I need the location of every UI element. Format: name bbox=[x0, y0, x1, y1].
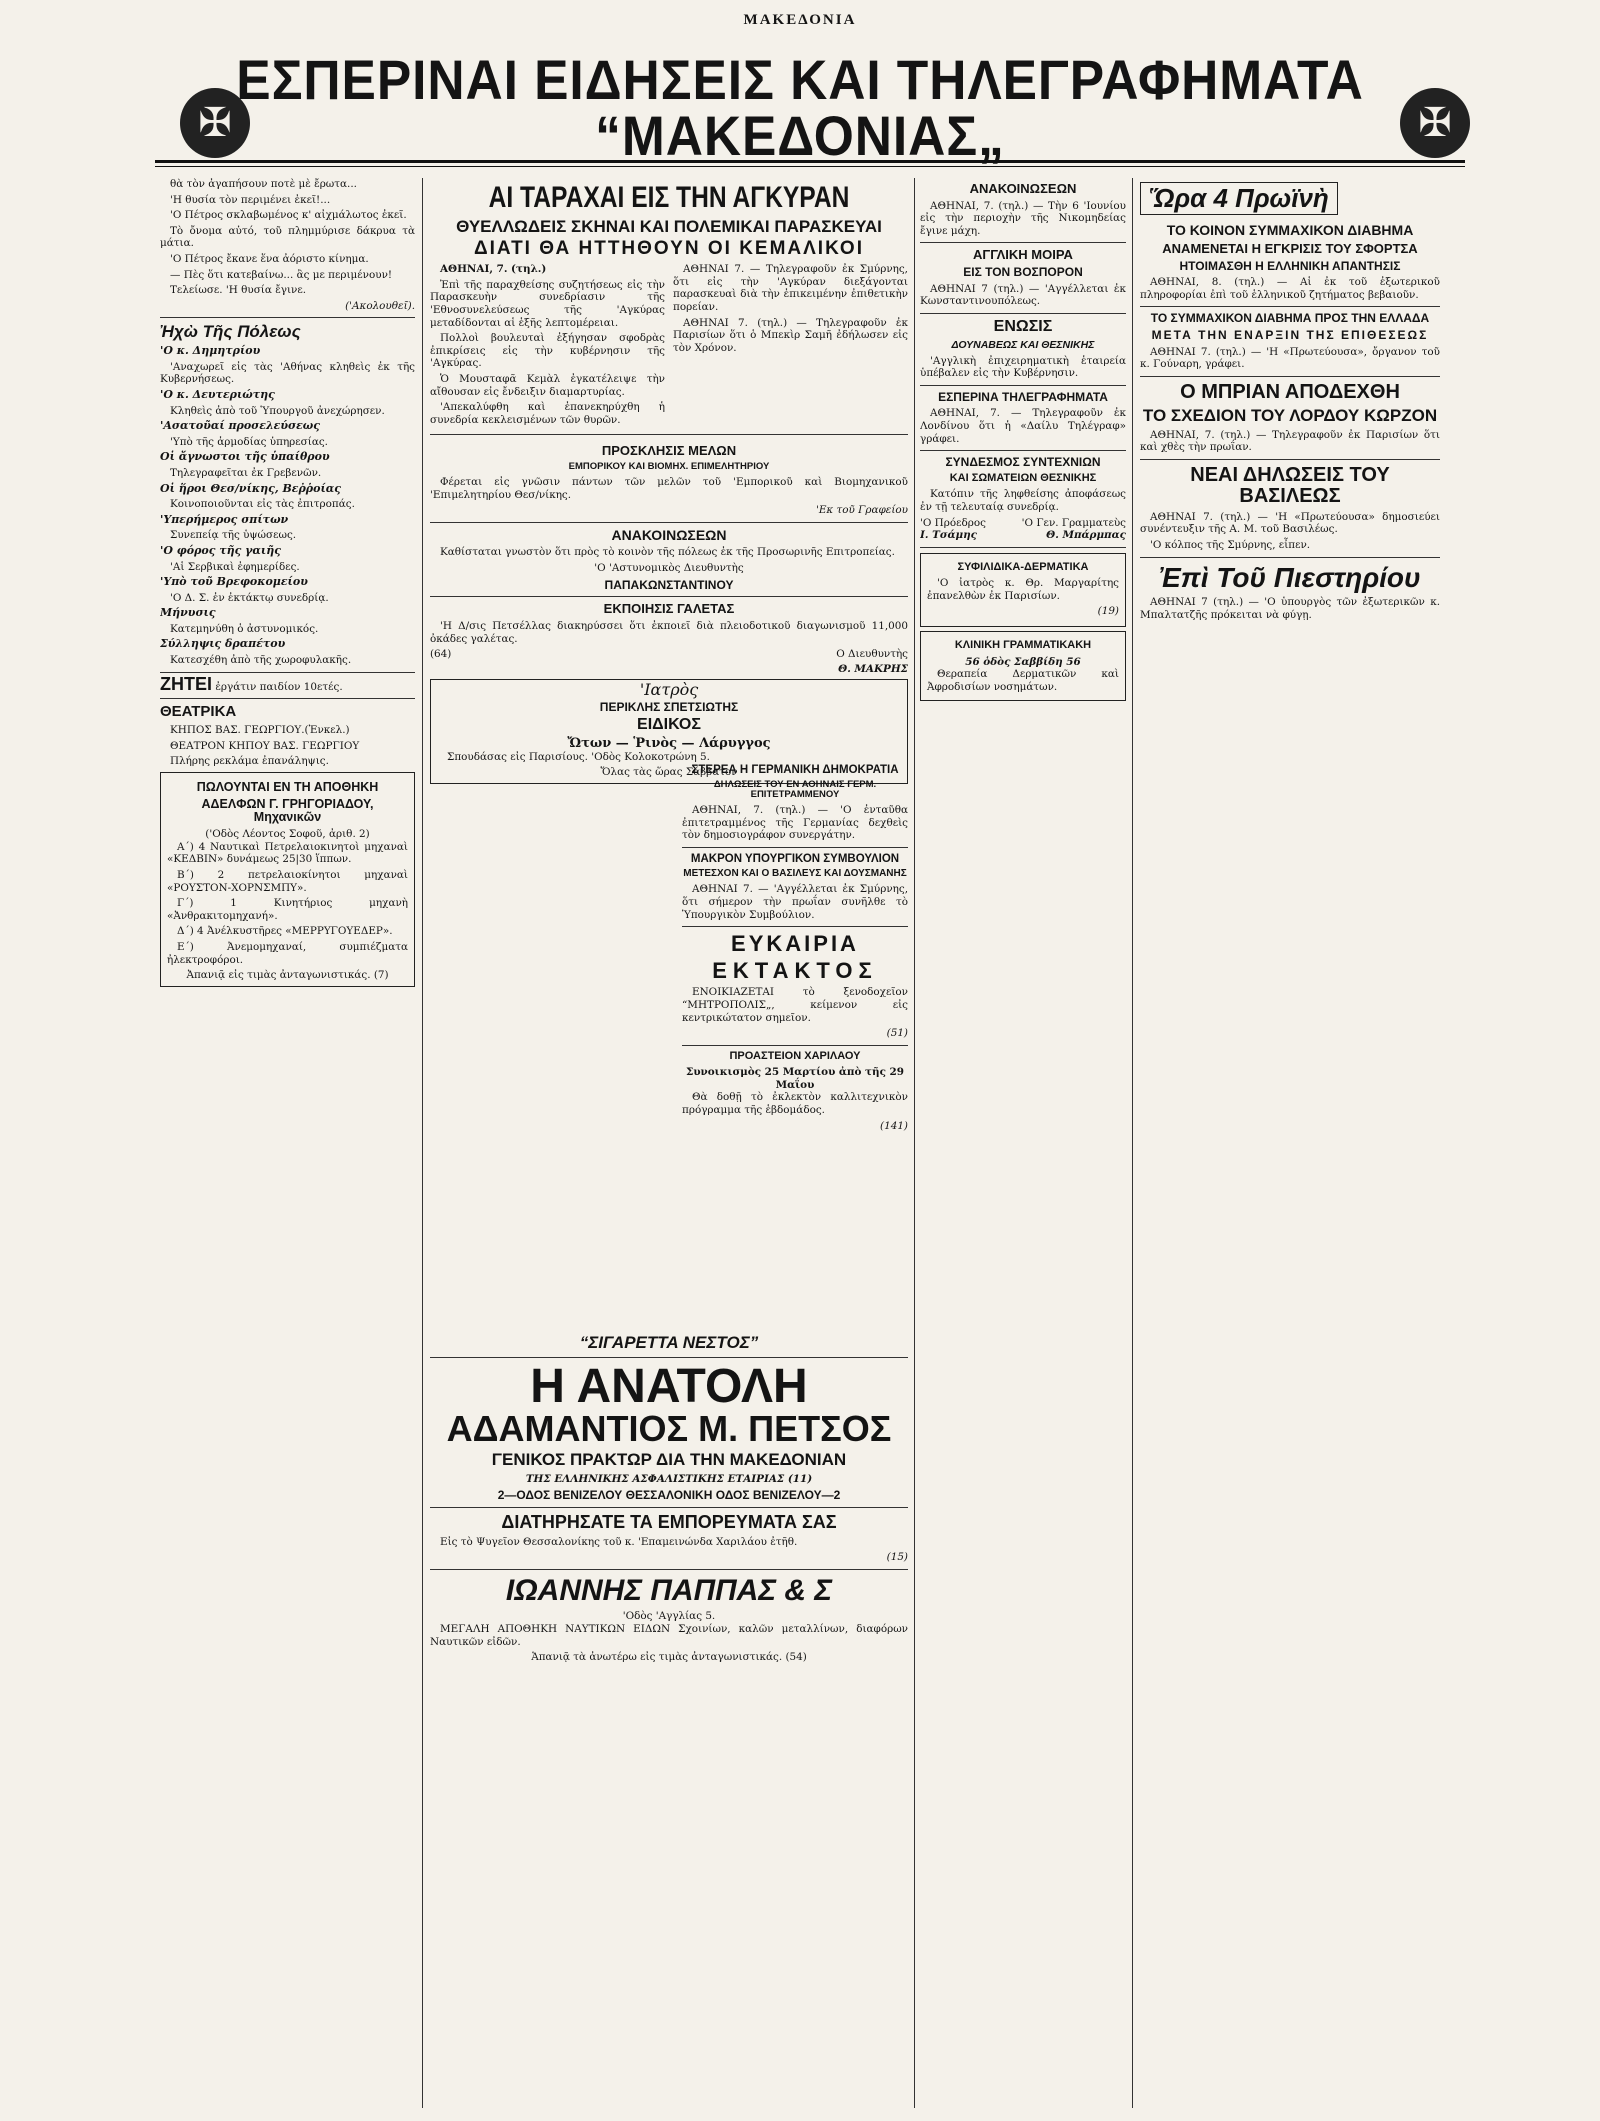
ad-number: (7) bbox=[373, 969, 389, 982]
notice-text: 'Η Δ/σις Πετσέλλας διακηρύσσει ὅτι ἐκποιεῖ διὰ πλειοδοτικοῦ διαγωνισμοῦ 11,000 ὀκάδες γαλέτας. bbox=[430, 619, 908, 645]
sub-headline: ΔΙΑΤΙ ΘΑ ΗΤΤΗΘΟΥΝ ΟΙ ΚΕΜΑΛΙΚΟΙ bbox=[473, 238, 864, 260]
notice-title: ΕΚΠΟΙΗΣΙΣ ΓΑΛΕΤΑΣ bbox=[603, 601, 735, 617]
item-title: 'Ο κ. Δημητρίου bbox=[160, 344, 261, 358]
news-item bbox=[160, 345, 415, 386]
news-item bbox=[160, 514, 415, 542]
article-subtitle: ΔΟΥΝΑΒΕΩΣ ΚΑΙ ΘΕΣΝΙΚΗΣ bbox=[951, 338, 1095, 351]
ad-number: (15) bbox=[886, 1551, 908, 1564]
divider bbox=[1140, 376, 1440, 377]
article-text: ΑΘΗΝΑΙ, 7. (τηλ.) — Τὴν 6 'Ιουνίου εἰς τὴν περιοχὴν τῆς Νικομηδείας ἔγινε μάχη. bbox=[920, 199, 1126, 237]
divider bbox=[682, 847, 908, 848]
article-title: ΤΟ ΣΥΜΜΑΧΙΚΟΝ ΔΙΑΒΗΜΑ ΠΡΟΣ ΤΗΝ ΕΛΛΑΔΑ bbox=[1150, 311, 1430, 326]
emblem-right-icon: ✠ bbox=[1400, 88, 1470, 158]
article-subtitle: ΜΕΤΑ ΤΗΝ ΕΝΑΡΞΙΝ ΤΗΣ ΕΠΙΘΕΣΕΩΣ bbox=[1151, 328, 1429, 342]
banner-headline: ΑΙ ΤΑΡΑΧΑΙ ΕΙΣ ΤΗΝ ΑΓΚΥΡΑΝ bbox=[488, 181, 850, 214]
press-heading: Ἐπὶ Τοῦ Πιεστηρίου bbox=[1159, 561, 1421, 593]
cigarette-ad: “ΣΙΓΑΡΕΤΤΑ ΝΕΣΤΟΣ” bbox=[579, 1333, 759, 1352]
article-paragraph: Ὁ Μουσταφᾶ Κεμὰλ ἐγκατέλειψε τὴν αἴθουσαν εἰς ἔνδειξιν διαμαρτυρίας. bbox=[430, 373, 665, 398]
notice-signature: 'Ο 'Αστυνομικὸς Διευθυντὴς bbox=[594, 562, 744, 575]
divider bbox=[430, 1569, 908, 1570]
signature-name: Θ. Μπάρμπας bbox=[1046, 529, 1126, 542]
ad-footer-text: Ἀπανιᾷ εἰς τιμὰς ἀνταγωνιστικάς. bbox=[186, 969, 371, 982]
article-text: ΑΘΗΝΑΙ 7. (τηλ.) — 'Η «Πρωτεύουσα» δημοσιεύει συνέντευξιν τῆς Α. Μ. τοῦ Βασιλέως. bbox=[1140, 510, 1440, 536]
theatre-line: ΘΕΑΤΡΟΝ ΚΗΠΟΥ ΒΑΣ. ΓΕΩΡΓΙΟΥ bbox=[170, 739, 360, 752]
article-title: ΜΑΚΡΟΝ ΥΠΟΥΡΓΙΚΟΝ ΣΥΜΒΟΥΛΙΟΝ bbox=[690, 852, 900, 865]
article-subtitle: ΑΝΑΜΕΝΕΤΑΙ Η ΕΓΚΡΙΣΙΣ ΤΟΥ ΣΦΟΡΤΣΑ bbox=[1162, 240, 1418, 256]
news-item bbox=[160, 420, 415, 448]
article-paragraph: 'Απεκαλύφθη καὶ ἐπανεκηρύχθη ἡ συνεδρία κεκλεισμένων τῶν θυρῶν. bbox=[430, 401, 665, 426]
news-item bbox=[160, 607, 415, 635]
column-rule bbox=[914, 178, 915, 2108]
divider bbox=[430, 522, 908, 523]
doctor-field: Ὤτων — Ῥινὸς — Λάρυγγος bbox=[567, 736, 771, 752]
article-paragraph: ΑΘΗΝΑΙ 7. (τηλ.) — Τηλεγραφοῦν ἐκ Παρισίων ὅτι ὁ Μπεκὶρ Σαμῆ ἐδήλωσεν εἰς τὸν Χρόνον. bbox=[673, 316, 908, 354]
item-text: Συνεπείᾳ τῆς ὑψώσεως. bbox=[170, 529, 297, 542]
divider bbox=[682, 926, 908, 927]
column-rule bbox=[422, 178, 423, 2108]
article-text: Κατόπιν τῆς ληφθείσης ἀποφάσεως ἐν τῇ τελευταίᾳ συνεδρίᾳ. bbox=[920, 488, 1126, 513]
pappas-footer-text: Ἁπανιᾷ τὰ ἀνωτέρω εἰς τιμὰς ἀνταγωνιστικάς. bbox=[531, 1651, 783, 1664]
article-paragraph: Πολλοὶ βουλευταὶ ἐξήγησαν σφοδρὰς ἐπικρίσεις εἰς τὴν κυβέρνησιν τῆς 'Αγκύρας. bbox=[430, 332, 665, 370]
divider bbox=[430, 596, 908, 597]
ad-address: ('Οδὸς Λέοντος Σοφοῦ, ἀριθ. 2) bbox=[205, 828, 370, 841]
divider bbox=[920, 313, 1126, 314]
doctor-name: ΠΕΡΙΚΛΗΣ ΣΠΕΤΣΙΩΤΗΣ bbox=[599, 699, 739, 714]
agent-name: ΑΔΑΜΑΝΤΙΟΣ Μ. ΠΕΤΣΟΣ bbox=[446, 1407, 892, 1449]
doctor-text: Σπουδάσας εἰς Παρισίους. 'Οδὸς Κολοκοτρώνη 5. bbox=[447, 750, 710, 763]
article-subtitle: ΗΤΟΙΜΑΣΘΗ Η ΕΛΛΗΝΙΚΗ ΑΠΑΝΤΗΣΙΣ bbox=[1179, 258, 1401, 273]
article-title: ΕΣΠΕΡΙΝΑ ΤΗΛΕΓΡΑΦΗΜΑΤΑ bbox=[938, 389, 1108, 404]
pappas-heading: ΙΩΑΝΝΗΣ ΠΑΠΠΑΣ & Σ bbox=[505, 1573, 833, 1607]
insurance-number: (11) bbox=[787, 1472, 813, 1485]
ad-heading: ΕΥΚΑΙΡΙΑ bbox=[731, 931, 859, 957]
divider bbox=[682, 1045, 908, 1046]
article-subtitle: ΔΗΛΩΣΕΙΣ ΤΟΥ ΕΝ ΑΘΗΝΑΙΣ ΓΕΡΜ. ΕΠΙΤΕΤΡΑΜΜΕΝΟΥ bbox=[713, 779, 877, 801]
zitei-notice bbox=[160, 673, 415, 694]
article-title: ΣΤΕΡΕΑ Η ΓΕΡΜΑΝΙΚΗ ΔΗΜΟΚΡΑΤΙΑ bbox=[691, 764, 899, 776]
serial-signature: ('Ακολουθεῖ). bbox=[345, 299, 415, 312]
notice-signature: Ο Διευθυντὴς bbox=[836, 648, 908, 661]
insurance-line bbox=[430, 1473, 908, 1486]
serial-line: 'Η θυσία τὸν περιμένει ἐκεῖ!... bbox=[170, 193, 331, 206]
pappas-address: 'Οδὸς 'Αγγλίας 5. bbox=[622, 1610, 716, 1623]
article-subtitle: ΜΕΤΕΣΧΟΝ ΚΑΙ Ο ΒΑΣΙΛΕΥΣ ΚΑΙ ΔΟΥΣΜΑΝΗΣ bbox=[683, 867, 907, 879]
article-title: Ο ΜΠΡΙΑΝ ΑΠΟΔΕΧΘΗ bbox=[1180, 380, 1400, 403]
ad-title: ΚΛΙΝΙΚΗ ΓΡΑΜΜΑΤΙΚΑΚΗ bbox=[954, 639, 1092, 652]
ad-title: ΠΡΟΑΣΤΕΙΟΝ ΧΑΡΙΛΑΟΥ bbox=[729, 1049, 861, 1062]
column-4 bbox=[920, 178, 1126, 2108]
item-title: 'Υπὸ τοῦ Βρεφοκομείου bbox=[160, 575, 308, 589]
article-columns bbox=[430, 263, 908, 429]
divider bbox=[1140, 557, 1440, 558]
item-title: Μήνυσις bbox=[160, 606, 216, 620]
article-subtitle: ΚΑΙ ΣΩΜΑΤΕΙΩΝ ΘΕΣΝΙΚΗΣ bbox=[949, 471, 1097, 484]
notices-column bbox=[430, 440, 908, 788]
ad-line: Ε΄) Ἀνεμομηχαναί, συμπιέζματα ἠλεκτροφόροι. bbox=[167, 940, 408, 966]
column-1 bbox=[160, 178, 415, 2108]
article-text: ΑΘΗΝΑΙ 7. — 'Αγγέλλεται ἐκ Σμύρνης, ὅτι σήμερον τὴν πρωΐαν συνῆλθε τὸ Ὑπουργικὸν Συμβούλιον. bbox=[682, 883, 908, 921]
column-5 bbox=[1140, 178, 1440, 2108]
column-rule bbox=[1132, 178, 1133, 2108]
item-title: Σύλληψις δραπέτου bbox=[160, 637, 286, 651]
ad-number: (19) bbox=[1097, 605, 1119, 618]
notice-name: Θ. ΜΑΚΡΗΣ bbox=[838, 662, 908, 675]
divider bbox=[920, 547, 1126, 548]
notice-signature: 'Εκ τοῦ Γραφείου bbox=[815, 504, 908, 517]
item-title: 'Ο κ. Δευτεριώτης bbox=[160, 387, 275, 401]
theatre-title: ΘΕΑΤΡΙΚΑ bbox=[160, 703, 237, 721]
zitei-text: ἐργάτιν παιδίον 10ετές. bbox=[215, 680, 343, 693]
article-paragraph: Ἐπὶ τῆς παραχθείσης συζητήσεως εἰς τὴν Παρασκευὴν συνεδρίασιν τῆς 'Εθνοσυνελεύσεως τῆς 'Αγκύρας μεταδίδονται αἱ ἑξῆς λεπτομέρειαι. bbox=[430, 278, 665, 329]
masthead-rule bbox=[155, 160, 1465, 163]
ad-number: (54) bbox=[785, 1651, 807, 1664]
article-text: ΑΘΗΝΑΙ, 7. (τηλ.) — 'Ο ἐνταῦθα ἐπιτετραμμένος τῆς Γερμανίας δεχθεὶς τὸν δημοσιογράφον συνεργάτην. bbox=[682, 804, 908, 842]
emblem-left-icon: ✠ bbox=[180, 88, 250, 158]
article-title: ΝΕΑΙ ΔΗΛΩΣΕΙΣ ΤΟΥ ΒΑΣΙΛΕΩΣ bbox=[1190, 463, 1390, 507]
item-text: 'Υπὸ τῆς ἁρμοδίας ὑπηρεσίας. bbox=[170, 435, 328, 448]
ad-title: ΣΥΦΙΛΙΔΙΚΑ-ΔΕΡΜΑΤΙΚΑ bbox=[957, 560, 1089, 573]
notice-title: ΑΝΑΚΟΙΝΩΣΕΩΝ bbox=[611, 526, 727, 543]
article-title: ΕΝΩΣΙΣ bbox=[993, 317, 1053, 335]
signatures bbox=[920, 517, 1126, 530]
ad-line: Δ΄) 4 Ἀνέλκυστῆρες «ΜΕΡΡΥΓΟΥΕΔΕΡ». bbox=[177, 925, 393, 938]
doctor-spec: ΕΙΔΙΚΟΣ bbox=[637, 716, 701, 734]
divider bbox=[160, 698, 415, 699]
ad-line: Γ΄) 1 Κινητήριος μηχανὴ «Ἀνθρακιτομηχανή». bbox=[167, 897, 408, 922]
item-text: Κληθεὶς ἀπὸ τοῦ Ὑπουργοῦ ἀνεχώρησεν. bbox=[170, 404, 385, 417]
item-text: Κατεσχέθη ἀπὸ τῆς χωροφυλακῆς. bbox=[170, 654, 352, 667]
notice-name: ΠΑΠΑΚΩΝΣΤΑΝΤΙΝΟΥ bbox=[604, 577, 734, 592]
news-item bbox=[160, 638, 415, 666]
article-text: ΑΘΗΝΑΙ 7 (τηλ.) — 'Ο ὑπουργὸς τῶν ἐξωτερικῶν κ. Μπαλτατζῆς πρόκειται νὰ φύγῃ. bbox=[1140, 595, 1440, 621]
article-title: ΣΥΝΔΕΣΜΟΣ ΣΥΝΤΕΧΝΙΩΝ bbox=[945, 455, 1101, 470]
running-head: ΜΑΚΕΔΟΝΙΑ bbox=[743, 12, 857, 28]
article-text: ΑΘΗΝΑΙ, 8. (τηλ.) — Αἱ ἐκ τοῦ ἐξωτερικοῦ πληροφορίαι ἐπὶ τοῦ ἑλληνικοῦ ζητήματος βεβαιοῦν. bbox=[1140, 276, 1440, 301]
ad-text: ΕΝΟΙΚΙΑΖΕΤΑΙ τὸ ξενοδοχεῖον “ΜΗΤΡΟΠΟΛΙΣ„, κείμενον εἰς κεντρικώτατον σημεῖον. bbox=[682, 986, 908, 1024]
item-text: 'Ο Δ. Σ. ἐν ἐκτάκτῳ συνεδρίᾳ. bbox=[170, 591, 329, 604]
signature-names bbox=[920, 529, 1126, 542]
serial-line: — Πὲς ὅτι κατεβαίνω... ἂς με περιμένουν! bbox=[170, 268, 393, 281]
clinic-ad bbox=[920, 631, 1126, 701]
cold-storage-text: Εἰς τὸ Ψυγεῖον Θεσσαλονίκης τοῦ κ. 'Επαμεινώνδα Χαριλάου ἐτῆθ. bbox=[440, 1535, 798, 1548]
serial-line: Τελείωσε. 'Η θυσία ἔγινε. bbox=[170, 284, 307, 297]
ad-machinery bbox=[160, 772, 415, 987]
zitei-heading: ΖΗΤΕΙ bbox=[160, 673, 212, 694]
cold-storage-heading: ΔΙΑΤΗΡΗΣΑΤΕ ΤΑ ΕΜΠΟΡΕΥΜΑΤΑ ΣΑΣ bbox=[501, 1511, 837, 1532]
ad-text: 'Ο ἰατρὸς κ. Θρ. Μαργαρίτης ἐπανελθὼν ἐκ Παρισίων. bbox=[927, 577, 1119, 602]
ad-line: Β΄) 2 πετρελαιοκίνητοι μηχαναὶ «ΡΟΥΣΤΟΝ-ΧΟΡΝΣΜΠΥ». bbox=[167, 868, 408, 894]
notice-subtitle: ΕΜΠΟΡΙΚΟΥ ΚΑΙ ΒΙΟΜΗΧ. ΕΠΙΜΕΛΗΤΗΡΙΟΥ bbox=[568, 461, 770, 473]
article-column bbox=[430, 263, 665, 429]
article-title: ΑΝΑΚΟΙΝΩΣΕΩΝ bbox=[969, 181, 1077, 196]
notice-footer bbox=[430, 648, 908, 661]
serial-line: 'Ο Πέτρος ἔκανε ἕνα ἀόριστο κίνημα. bbox=[170, 252, 369, 265]
article-text: ΑΘΗΝΑΙ 7 (τηλ.) — 'Αγγέλλεται ἐκ Κωνσταντινουπόλεως. bbox=[920, 282, 1126, 308]
item-text: 'Αναχωρεῖ εἰς τὰς 'Αθήνας κληθεὶς ἐκ τῆς Κυβερνήσεως. bbox=[160, 360, 415, 386]
serial-line: Τὸ ὄνομα αὐτό, τοῦ πλημμύρισε δάκρυα τὰ μάτια. bbox=[160, 224, 415, 250]
ad-text: Θεραπεία Δερματικῶν καὶ Ἀφροδισίων νοσημάτων. bbox=[927, 668, 1119, 693]
divider bbox=[430, 1507, 908, 1508]
divider bbox=[1140, 306, 1440, 307]
article-paragraph: ΑΘΗΝΑΙ 7. — Τηλεγραφοῦν ἐκ Σμύρνης, ὅτι εἰς τὴν 'Αγκύραν διεξάγονται παρασκευαὶ διὰ τὴν ἐπικειμένην ἐπιθετικὴν πορείαν. bbox=[673, 263, 908, 314]
article-title: ΤΟ ΚΟΙΝΟΝ ΣΥΜΜΑΧΙΚΟΝ ΔΙΑΒΗΜΑ bbox=[1166, 222, 1414, 239]
item-text: Κοινοποιοῦνται εἰς τὰς ἐπιτροπάς. bbox=[170, 498, 355, 511]
divider bbox=[920, 242, 1126, 243]
article-column bbox=[673, 263, 908, 429]
divider bbox=[430, 1357, 908, 1358]
article-text: ΑΘΗΝΑΙ, 7. — Τηλεγραφοῦν ἐκ Λονδίνου ὅτι ἡ «Δαίλυ Τηλέγραφ» γράφει. bbox=[920, 407, 1126, 445]
news-item bbox=[160, 483, 415, 511]
insurance-company: ΤΗΣ ΕΛΛΗΝΙΚΗΣ ΑΣΦΑΛΙΣΤΙΚΗΣ ΕΤΑΙΡΙΑΣ bbox=[525, 1472, 785, 1485]
divider bbox=[160, 317, 415, 318]
serial-line: θὰ τὸν ἀγαπήσουν ποτὲ μὲ ἔρωτα... bbox=[170, 178, 357, 190]
ad-title: ΠΩΛΟΥΝΤΑΙ ΕΝ ΤΗ ΑΠΟΘΗΚΗ bbox=[196, 779, 379, 794]
lower-wide-block bbox=[430, 1330, 908, 2108]
lower-columns bbox=[430, 440, 908, 788]
news-item bbox=[160, 545, 415, 573]
article-text: 'Ο κόλπος τῆς Σμύρνης, εἶπεν. bbox=[1150, 539, 1311, 551]
item-title: Οἱ ἥροι Θεσ/νίκης, Βεῤῥοίας bbox=[160, 481, 341, 495]
divider bbox=[1140, 459, 1440, 460]
theatre-line: Πλήρης ρεκλάμα ἐπανάληψις. bbox=[170, 755, 329, 768]
notice-title: ΠΡΟΣΚΛΗΣΙΣ ΜΕΛΩΝ bbox=[601, 443, 737, 459]
time-header: Ὥρα 4 Πρωϊνὴ bbox=[1140, 182, 1338, 215]
section-title: Ἠχὼ Τῆς Πόλεως bbox=[160, 322, 301, 342]
agent-title: ΓΕΝΙΚΟΣ ΠΡΑΚΤΩΡ ΔΙΑ ΤΗΝ ΜΑΚΕΔΟΝΙΑΝ bbox=[491, 1449, 847, 1469]
medical-ad bbox=[920, 553, 1126, 627]
masthead-title: ΕΣΠΕΡΙΝΑΙ ΕΙΔΗΣΕΙΣ ΚΑΙ ΤΗΛΕΓΡΑΦΗΜΑΤΑ “ΜΑΚΕΔΟΝΙΑΣ„ bbox=[236, 48, 1364, 167]
ad-heading: ΕΚΤΑΚΤΟΣ bbox=[712, 958, 878, 984]
article-title: ΑΓΓΛΙΚΗ ΜΟΙΡΑ bbox=[973, 247, 1073, 263]
anatoli-heading: Η ΑΝΑΤΟΛΗ bbox=[530, 1359, 808, 1413]
theatre-line: ΚΗΠΟΣ ΒΑΣ. ΓΕΩΡΓΙΟΥ.(Ἐνκελ.) bbox=[170, 724, 350, 736]
pappas-text: ΜΕΓΑΛΗ ΑΠΟΘΗΚΗ ΝΑΥΤΙΚΩΝ ΕΙΔΩΝ Σχοινίων, καλῶν μεταλλίνων, διαφόρων Ναυτικῶν εἰδῶν. bbox=[430, 1623, 908, 1648]
news-item bbox=[160, 576, 415, 604]
ad-text: Θὰ δοθῇ τὸ ἐκλεκτὸν καλλιτεχνικὸν πρόγραμμα τῆς ἑβδομάδος. bbox=[682, 1091, 908, 1117]
ad-subtitle: Συνοικισμὸς 25 Μαρτίου ἀπὸ τῆς 29 Μαΐου bbox=[685, 1066, 905, 1091]
item-text: 'Αἱ Σερβικαὶ ἐφημερίδες. bbox=[170, 560, 300, 573]
article-text: ΑΘΗΝΑΙ, 7. (τηλ.) — Τηλεγραφοῦν ἐκ Παρισίων ὅτι καὶ χθὲς τὴν πρωΐαν. bbox=[1140, 428, 1440, 454]
ad-number: (141) bbox=[880, 1119, 908, 1132]
item-title: 'Ο φόρος τῆς γαιῆς bbox=[160, 543, 281, 557]
ad-number: (51) bbox=[886, 1027, 908, 1040]
dateline: ΑΘΗΝΑΙ, 7. (τηλ.) bbox=[440, 263, 547, 276]
item-title: 'Ασατοῦαί προσελεύσεως bbox=[160, 419, 320, 433]
article-subtitle: ΕΙΣ ΤΟΝ ΒΟΣΠΟΡΟΝ bbox=[963, 265, 1083, 280]
divider bbox=[160, 672, 415, 673]
item-title: Οἱ ἄγνωστοι τῆς ὑπαίθρου bbox=[160, 450, 330, 464]
signature-role: 'Ο Γεν. Γραμματεὺς bbox=[1021, 516, 1126, 529]
article-text: ΑΘΗΝΑΙ 7. (τηλ.) — 'Η «Πρωτεύουσα», ὄργανον τοῦ κ. Γούναρη, γράφει. bbox=[1140, 345, 1440, 371]
article-subtitle: ΤΟ ΣΧΕΔΙΟΝ ΤΟΥ ΛΟΡΔΟΥ ΚΩΡΖΟΝ bbox=[1142, 405, 1438, 425]
notice-text: Φέρεται εἰς γνῶσιν πάντων τῶν μελῶν τοῦ 'Εμπορικοῦ καὶ Βιομηχανικοῦ 'Επιμελητηρίου Θεσ/νίκης. bbox=[430, 476, 908, 501]
news-item bbox=[160, 451, 415, 479]
serial-line: 'Ο Πέτρος σκλαβωμένος κ' αἰχμάλωτος ἐκεῖ. bbox=[170, 209, 407, 222]
ad-address: 56 ὁδὸς Σαββίδη 56 bbox=[965, 655, 1081, 668]
sub-headline: ΘΥΕΛΛΩΔΕΙΣ ΣΚΗΝΑΙ ΚΑΙ ΠΟΛΕΜΙΚΑΙ ΠΑΡΑΣΚΕΥΑΙ bbox=[456, 216, 882, 236]
divider bbox=[920, 450, 1126, 451]
doctor-title: 'Ιατρὸς bbox=[639, 680, 699, 700]
news-item bbox=[160, 389, 415, 417]
doctor-footer: Ὅλας τὰς ὥρας Σάββατον bbox=[600, 766, 738, 779]
notice-text: Καθίσταται γνωστὸν ὅτι πρὸς τὸ κοινὸν τῆς πόλεως ἐκ τῆς Προσωρινῆς Επιτροπείας. bbox=[440, 546, 895, 559]
notice-number: (64) bbox=[430, 648, 452, 661]
pappas-footer bbox=[430, 1651, 908, 1664]
article-text: 'Αγγλικὴ ἐπιχειρηματικὴ ἑταιρεία ὑπέβαλεν εἰς τὴν Κυβέρνησιν. bbox=[920, 354, 1126, 380]
ad-footer bbox=[167, 969, 408, 982]
signature-name: Ι. Τσάμης bbox=[920, 529, 977, 542]
item-text: Τηλεγραφεῖται ἐκ Γρεβενῶν. bbox=[170, 466, 322, 479]
divider bbox=[920, 385, 1126, 386]
signature-role: 'Ο Πρόεδρος bbox=[920, 516, 986, 529]
ad-line: Α΄) 4 Ναυτικαὶ Πετρελαιοκινητοὶ μηχαναὶ «ΚΕΔΒΙΝ» δυνάμεως 25|30 ἵππων. bbox=[167, 840, 408, 866]
agent-address: 2—ΟΔΟΣ ΒΕΝΙΖΕΛΟΥ ΘΕΣΣΑΛΟΝΙΚΗ ΟΔΟΣ ΒΕΝΙΖΕΛΟΥ—2 bbox=[497, 1488, 841, 1503]
divider bbox=[430, 434, 908, 435]
ad-name: ΑΔΕΛΦΩΝ Γ. ΓΡΗΓΟΡΙΑΔΟΥ, Μηχανικῶν bbox=[201, 796, 374, 825]
item-title: 'Υπερήμερος σπίτων bbox=[160, 512, 289, 526]
masthead-rule-thin bbox=[155, 166, 1465, 167]
item-text: Κατεμηνύθη ὁ ἀστυνομικός. bbox=[170, 622, 319, 635]
